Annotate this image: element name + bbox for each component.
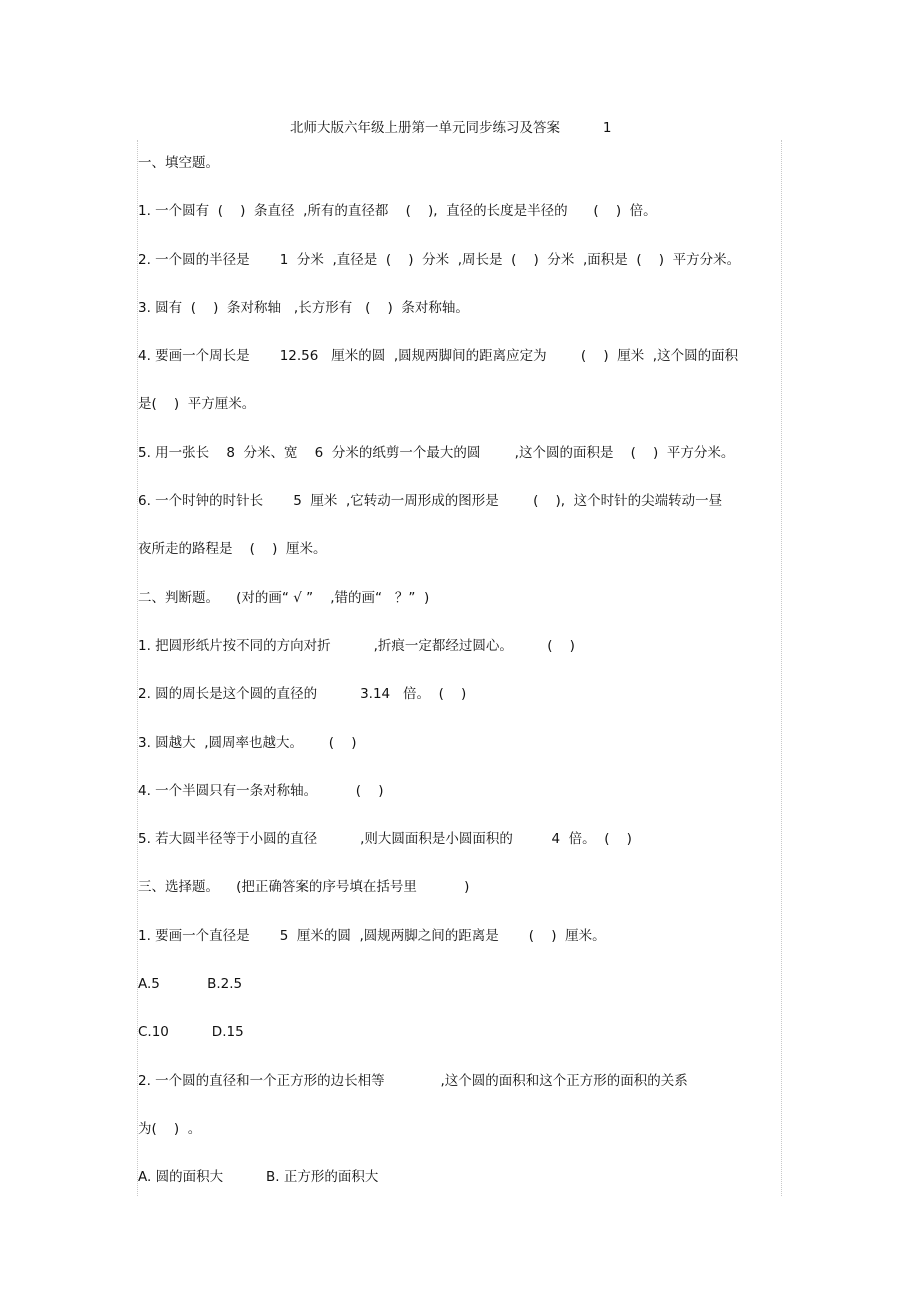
text-line: 二、判断题。 (对的画“ √ ” ,错的画“ ？” ) xyxy=(138,589,430,606)
text-line: A.5 B.2.5 xyxy=(138,976,243,993)
text-line: 为( ) 。 xyxy=(138,1120,202,1137)
text-line: 2. 一个圆的半径是 1 分米 ,直径是 ( ) 分米 ,周长是 ( ) 分米 ,面积是 ( ) 平方分米。 xyxy=(138,251,741,268)
text-line: 是( ) 平方厘米。 xyxy=(138,396,256,413)
text-line: 3. 圆有 ( ) 条对称轴 ,长方形有 ( ) 条对称轴。 xyxy=(138,299,469,316)
text-line: 5. 若大圆半径等于小圆的直径 ,则大圆面积是小圆面积的 4 倍。 ( ) xyxy=(138,831,632,848)
document-title: 北师大版六年级上册第一单元同步练习及答案 1 xyxy=(290,120,612,136)
text-line: 3. 圆越大 ,圆周率也越大。 ( ) xyxy=(138,734,357,751)
text-line: 2. 圆的周长是这个圆的直径的 3.14 倍。 ( ) xyxy=(138,686,467,703)
text-line: 5. 用一张长 8 分米、宽 6 分米的纸剪一个最大的圆 ,这个圆的面积是 ( ) 平方分米。 xyxy=(138,444,735,461)
text-line: 三、选择题。 (把正确答案的序号填在括号里 ) xyxy=(138,879,470,896)
text-line: C.10 D.15 xyxy=(138,1024,244,1041)
text-line: 1. 要画一个直径是 5 厘米的圆 ,圆规两脚之间的距离是 ( ) 厘米。 xyxy=(138,927,606,944)
text-line: 4. 一个半圆只有一条对称轴。 ( ) xyxy=(138,782,384,799)
text-line: A. 圆的面积大 B. 正方形的面积大 xyxy=(138,1169,379,1186)
text-line: 夜所走的路程是 ( ) 厘米。 xyxy=(138,541,327,558)
text-line: 1. 一个圆有 ( ) 条直径 ,所有的直径都 ( ), 直径的长度是半径的 ( ) 倍。 xyxy=(138,203,657,220)
document-body xyxy=(138,139,778,1202)
text-line: 2. 一个圆的直径和一个正方形的边长相等 ,这个圆的面积和这个正方形的面积的关系 xyxy=(138,1072,688,1089)
text-line: 1. 把圆形纸片按不同的方向对折 ,折痕一定都经过圆心。 ( ) xyxy=(138,637,575,654)
text-line: 4. 要画一个周长是 12.56 厘米的圆 ,圆规两脚间的距离应定为 ( ) 厘米 ,这个圆的面积 xyxy=(138,348,739,365)
margin-rule-right xyxy=(781,140,782,1196)
text-line: 一、填空题。 xyxy=(138,155,219,171)
text-line: 6. 一个时钟的时针长 5 厘米 ,它转动一周形成的图形是 ( ), 这个时针的尖端转动一昼 xyxy=(138,493,723,510)
